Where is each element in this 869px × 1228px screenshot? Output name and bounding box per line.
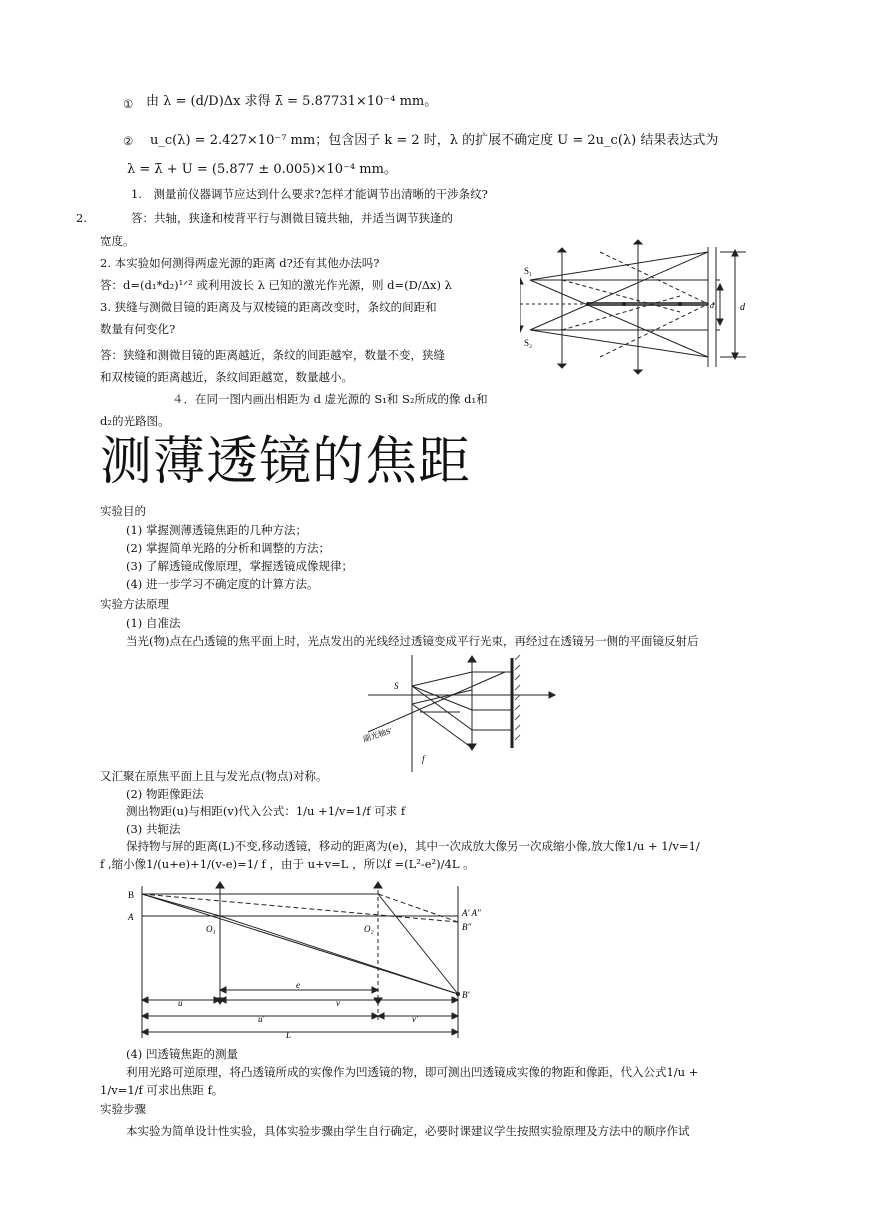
label-b-double-prime: B″ (462, 922, 472, 932)
conjugate-method-diagram (120, 878, 490, 1044)
answer-3-line-2: 和双棱镜的距离越近，条纹间距越宽，数量越小。 (100, 370, 353, 384)
method-3-heading: (3) 共轭法 (126, 822, 181, 836)
method-4-heading: (4) 凹透镜焦距的测量 (126, 1047, 238, 1061)
label-o1: O₁ (206, 924, 216, 934)
autocollimation-diagram (360, 650, 560, 775)
method-1-text: 当光(物)点在凸透镜的焦平面上时，光点发出的光线经过透镜变成平行光束，再经过在透镜另一侧的平面镜反射后 (126, 634, 699, 648)
method-1-heading: (1) 自准法 (126, 616, 181, 630)
label-b: B (128, 890, 135, 900)
label-a: A (128, 912, 134, 922)
label-d: d (740, 302, 745, 313)
question-1: 1. 测量前仪器调节应达到什么要求?怎样才能调节出清晰的干涉条纹? (131, 187, 488, 201)
method-2-text: 测出物距(u)与相距(v)代入公式：1/u +1/v=1/f 可求 f (126, 804, 406, 818)
label-s2: S₂ (524, 338, 533, 348)
label-f: f (422, 754, 425, 764)
question-4-line-1: ４．在同一图内画出相距为 d 虚光源的 S₁和 S₂所成的像 d₁和 (172, 392, 488, 406)
label-u-prime: u′ (258, 1014, 265, 1024)
method-1-text-continued: 又汇聚在原焦平面上且与发光点(物点)对称。 (100, 769, 328, 783)
purpose-item: (4) 进一步学习不确定度的计算方法。 (126, 577, 319, 591)
label-b-prime: B′ (462, 990, 470, 1000)
answer-1-line-1: 答：共轴，狭逢和棱背平行与测微目镜共轴，并适当调节狭逢的 (131, 211, 453, 225)
label-o2: O₂ (364, 924, 374, 934)
biprism-light-path-diagram (520, 232, 760, 382)
principle-heading: 实验方法原理 (100, 597, 169, 611)
answer-3-line-1: 答：狭缝和测微目镜的距离越近，条纹的间距越窄，数量不变，狭缝 (100, 348, 445, 362)
formula-1: 由 λ = (d/D)Δx 求得 λ̄ = 5.87731×10⁻⁴ mm。 (146, 94, 438, 109)
label-s: S (394, 681, 399, 691)
formula-2-number: ② (123, 134, 134, 148)
formula-2: u_c(λ) = 2.427×10⁻⁷ mm；包含因子 k = 2 时，λ 的扩展不确定度 U = 2u_c(λ) 结果表达式为 (150, 133, 719, 148)
answer-1-number: 2. (76, 211, 87, 225)
method-4-text-2: 1/v=1/f 可求出焦距 f。 (100, 1083, 224, 1097)
label-u: u (178, 998, 183, 1008)
purpose-item: (1) 掌握测薄透镜焦距的几种方法； (126, 523, 307, 537)
purpose-item: (2) 掌握简单光路的分析和调整的方法； (126, 541, 330, 555)
answer-1-line-2: 宽度。 (100, 234, 135, 248)
answer-2: 答：d=(d₁*d₂)¹ᐟ² 或利用波长 λ 已知的激光作光源，则 d=(D/Δx) λ (100, 278, 452, 292)
steps-text: 本实验为简单设计性实验，具体实验步骤由学生自行确定，必要时课建议学生按照实验原理及方法中的顺序作试 (126, 1124, 690, 1138)
method-3-text-2: f ,缩小像1/(u+e)+1/(v-e)=1/ f ，由于 u+v=L ，所以f =(L²-e²)/4L 。 (100, 857, 475, 871)
label-e: e (296, 980, 300, 990)
question-3-line-2: 数量有何变化? (100, 322, 176, 336)
method-4-text-1: 利用光路可逆原理，将凸透镜所成的实像作为凹透镜的物，即可测出凹透镜成实像的物距和像距，代入公式1/u + (126, 1065, 699, 1079)
label-v: v (336, 998, 340, 1008)
label-v-prime: v′ (412, 1014, 418, 1024)
method-2-heading: (2) 物距像距法 (126, 787, 204, 801)
question-3-line-1: 3. 狭缝与测微目镜的距离及与双棱镜的距离改变时，条纹的间距和 (100, 300, 437, 314)
label-s1: S₁ (524, 266, 533, 276)
label-secondary-axis: 副光轴S' (361, 726, 394, 744)
purpose-item: (3) 了解透镜成像原理，掌握透镜成像规律； (126, 559, 353, 573)
purpose-heading: 实验目的 (100, 504, 146, 518)
page-title: 测薄透镜的焦距 (100, 432, 472, 492)
label-a-prime: A′ A″ (462, 908, 481, 918)
question-4-line-2: d₂的光路图。 (100, 414, 170, 428)
formula-1-number: ① (123, 97, 134, 111)
steps-heading: 实验步骤 (100, 1102, 146, 1116)
question-2: 2. 本实验如何测得两虚光源的距离 d?还有其他办法吗? (100, 256, 380, 270)
formula-3: λ = λ̄ + U = (5.877 ± 0.005)×10⁻⁴ mm。 (127, 162, 397, 177)
label-l: L (286, 1030, 292, 1040)
label-d1: d₁ (710, 301, 717, 310)
method-3-text-1: 保持物与屏的距离(L)不变,移动透镜，移动的距离为(e)，其中一次成放大像另一次成缩小像,放大像1/u + 1/v=1/ (126, 839, 700, 853)
